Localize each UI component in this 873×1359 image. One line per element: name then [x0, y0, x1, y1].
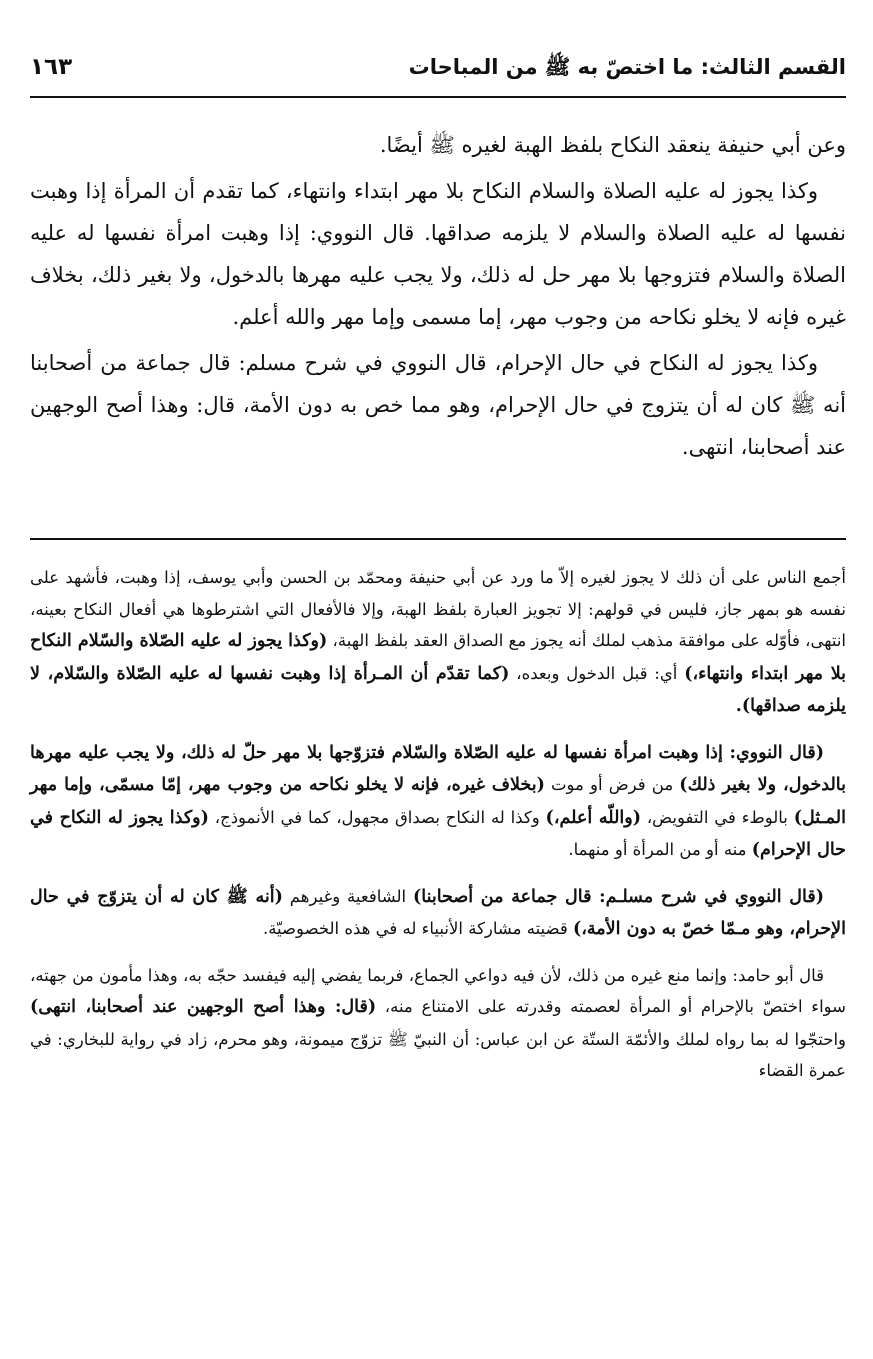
commentary-paragraph	[30, 562, 846, 723]
main-paragraph: وكذا يجوز له عليه الصلاة والسلام النكاح بلا مهر ابتداء وانتهاء، كما تقدم أن المرأة إذا وهبت نفسها له عليه الصلاة والسلام لا يلزمه صداقها. قال النووي: إذا وهبت امرأة نفسها له عليه الصلاة والسلام فتزوجها بلا مهر حل له ذلك، ولا يجب عليه مهرها بالدخول، ولا بغير ذلك، بخلاف غيره فإنه لا يخلو نكاحه من وجوب مهر، إما مسمى وإما مهر والله أعلم.	[30, 179, 846, 329]
section-title: القسم الثالث: ما اختصّ به ﷺ من المباحات	[408, 55, 846, 79]
commentary-text-run: أي: قبل الدخول وبعده،	[509, 663, 685, 683]
main-paragraph: وعن أبي حنيفة ينعقد النكاح بلفظ الهبة لغيره ﷺ أيضًا.	[379, 133, 846, 157]
commentary-paragraph	[30, 737, 846, 867]
commentary-text-run: منه أو من المرأة أو منهما.	[568, 840, 752, 859]
commentary-text	[30, 562, 846, 1087]
commentary-text-run: بالوطء في التفويض،	[641, 807, 794, 827]
commentary-text-run: واحتجّوا له بما رواه لملك والأئمّة الستّة عن ابن عباس: أن النبيّ ﷺ تزوّج ميمونة، وهو محرم، زاد في رواية للبخاري: في عمرة القضاء	[30, 1029, 846, 1080]
commentary-text-run: قال أبو حامد: وإنما منع غيره من ذلك، لأن فيه دواعي الجماع، فربما يفضي إليه فيفسد حجّه به، وهذا مأمون من جهته، سواء اختصّ بالإحرام أو المرأة لعصمته وقدرته على الامتناع منه،	[30, 965, 846, 1016]
section-divider	[30, 538, 846, 540]
commentary-paragraph	[30, 960, 846, 1087]
quoted-matn: (بخلاف غيره، فإنه لا يخلو نكاحه من وجوب مهر، إمّا مسمّى، وإما مهر المـثل)	[30, 775, 846, 828]
quoted-matn: (قال النووي: إذا وهبت امرأة نفسها له عليه الصّلاة والسّلام فتزوّجها بلا مهر حلّ له ذلك، ولا يجب عليه مهرها بالدخول، ولا بغير ذلك)	[30, 742, 846, 795]
commentary-paragraph	[30, 881, 846, 946]
commentary-text-run: أجمع الناس على أن ذلك لا يجوز لغيره إلاّ ما ورد عن أبي حنيفة ومحمّد بن الحسن وأبي يوسف، إذا وهبت، فأشهد على نفسه هو بمهر جاز، فليس في قولهم: إلا تجويز العبارة بلفظ الهبة، وإلا فالأفعال التي اشترطوها هي أفعال النكاح بعينه، انتهى، فأوّله على موافقة مذهب لملك أنه يجوز مع الصداق العقد بلفظ الهبة،	[30, 568, 847, 650]
commentary-text-run: من فرض أو موت	[544, 775, 680, 794]
main-paragraph: وكذا يجوز له النكاح في حال الإحرام، قال النووي في شرح مسلم: قال جماعة من أصحابنا أنه ﷺ كان له أن يتزوج في حال الإحرام، وهو مما خص به دون الأمة، قال: وهذا أصح الوجهين عند أصحابنا، انتهى.	[30, 351, 846, 459]
quoted-matn: (وكذا يجوز له عليه الصّلاة والسّلام النكاح بلا مهر ابتداء وانتهاء،)	[30, 631, 847, 684]
quoted-matn: (قال: وهذا أصح الوجهين عند أصحابنا، انتهى)	[30, 997, 377, 1017]
page-number: ١٦٣	[30, 54, 73, 80]
commentary-text-run: الشافعية وغيرهم	[282, 886, 413, 906]
commentary-text-run: قضيته مشاركة الأنبياء له في هذه الخصوصيّة.	[262, 919, 573, 938]
quoted-matn: (قال النووي في شرح مسلـم: قال جماعة من أصحابنا)	[412, 886, 824, 907]
page-header	[30, 52, 846, 98]
commentary-text-run: وكذا له النكاح بصداق مجهول، كما في الأنموذج،	[208, 807, 546, 827]
quoted-matn: (أنه ﷺ كان له أن يتزوّج في حال الإحرام، وهو مـمّا خصّ به دون الأمة،)	[30, 886, 846, 939]
main-text	[30, 124, 846, 468]
quoted-matn: (واللّه أعلم،)	[545, 807, 641, 828]
quoted-matn: (وكذا يجوز له النكاح في حال الإحرام)	[30, 807, 846, 860]
quoted-matn: (كما تقدّم أن المـرأة إذا وهبت نفسها له عليه الصّلاة والسّلام، لا يلزمه صداقها).	[30, 663, 846, 716]
